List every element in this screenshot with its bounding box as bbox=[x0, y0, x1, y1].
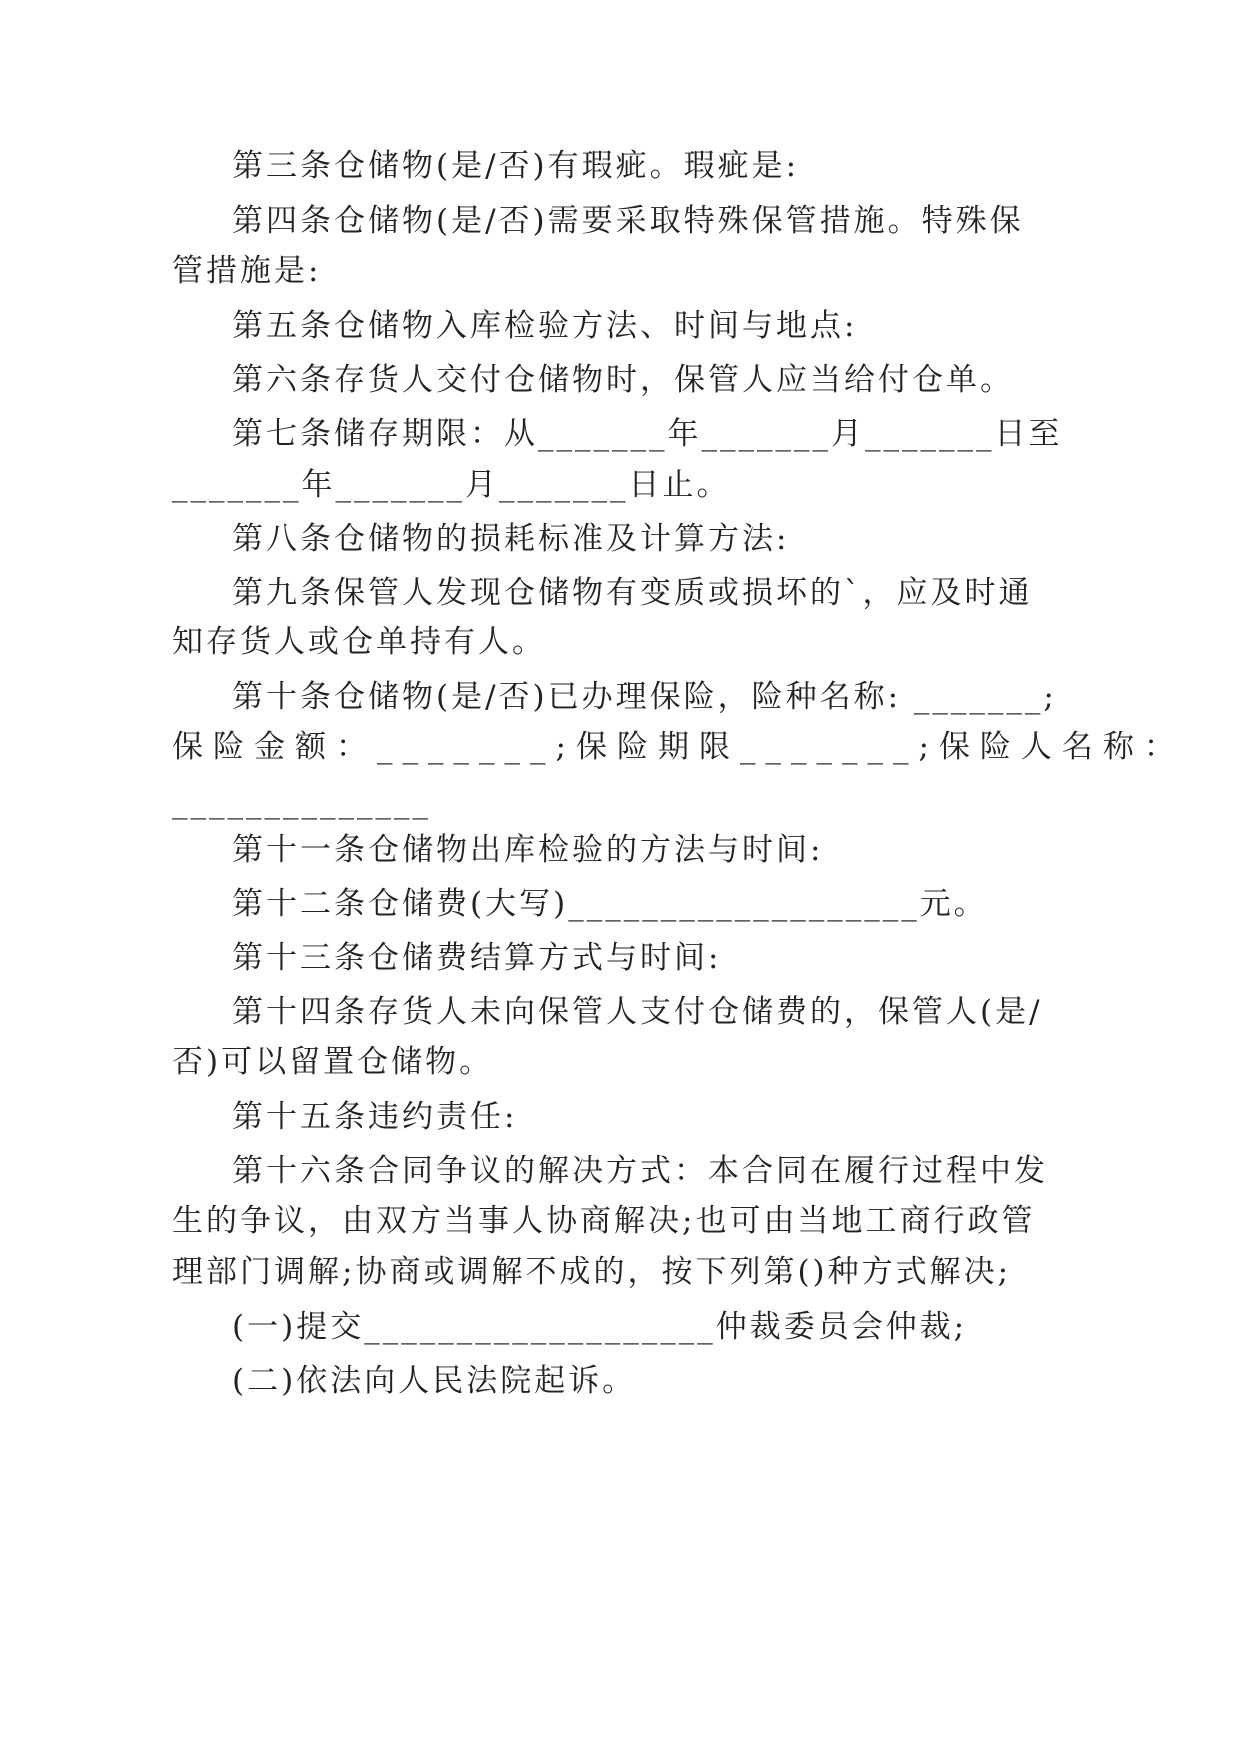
article-7-line-1: 第七条储存期限：从_______年_______月_______日至 bbox=[232, 416, 1063, 452]
article-9-line-1: 第九条保管人发现仓储物有变质或损坏的`，应及时通 bbox=[232, 575, 1033, 611]
article-6-line: 第六条存货人交付仓储物时，保管人应当给付仓单。 bbox=[232, 362, 1014, 398]
article-9-line-2: 知存货人或仓单持有人。 bbox=[172, 624, 546, 660]
article-4-line-1: 第四条仓储物(是/否)需要采取特殊保管措施。特殊保 bbox=[232, 203, 1024, 239]
article-8-line: 第八条仓储物的损耗标准及计算方法: bbox=[232, 521, 790, 557]
article-15-line: 第十五条违约责任: bbox=[232, 1099, 518, 1135]
article-16-line-1: 第十六条合同争议的解决方式：本合同在履行过程中发 bbox=[232, 1153, 1048, 1189]
article-13-line: 第十三条仓储费结算方式与时间: bbox=[232, 940, 722, 976]
article-16-line-2: 生的争议，由双方当事人协商解决;也可由当地工商行政管 bbox=[172, 1203, 1036, 1239]
article-5-line: 第五条仓储物入库检验方法、时间与地点: bbox=[232, 308, 858, 344]
article-16-line-3: 理部门调解;协商或调解不成的，按下列第()种方式解决; bbox=[172, 1254, 1012, 1290]
article-7-line-2: _______年_______月_______日止。 bbox=[172, 467, 731, 503]
article-14-line-2: 否)可以留置仓储物。 bbox=[172, 1044, 494, 1080]
article-10-line-3: ______________ bbox=[172, 784, 431, 820]
article-12-line: 第十二条仓储费(大写)___________________元。 bbox=[232, 886, 988, 922]
article-4-line-2: 管措施是: bbox=[172, 253, 322, 289]
article-3-line: 第三条仓储物(是/否)有瑕疵。瑕疵是: bbox=[232, 148, 800, 184]
article-11-line: 第十一条仓储物出库检验的方法与时间: bbox=[232, 832, 824, 868]
option-2-line: (二)依法向人民法院起诉。 bbox=[232, 1363, 637, 1399]
article-10-line-1: 第十条仓储物(是/否)已办理保险，险种名称: _______; bbox=[232, 679, 1057, 715]
article-14-line-1: 第十四条存货人未向保管人支付仓储费的，保管人(是/ bbox=[232, 994, 1043, 1030]
option-1-line: (一)提交___________________仲裁委员会仲裁; bbox=[232, 1309, 968, 1345]
article-10-line-2: 保险金额：_______;保险期限_______;保险人名称： bbox=[172, 729, 1185, 765]
